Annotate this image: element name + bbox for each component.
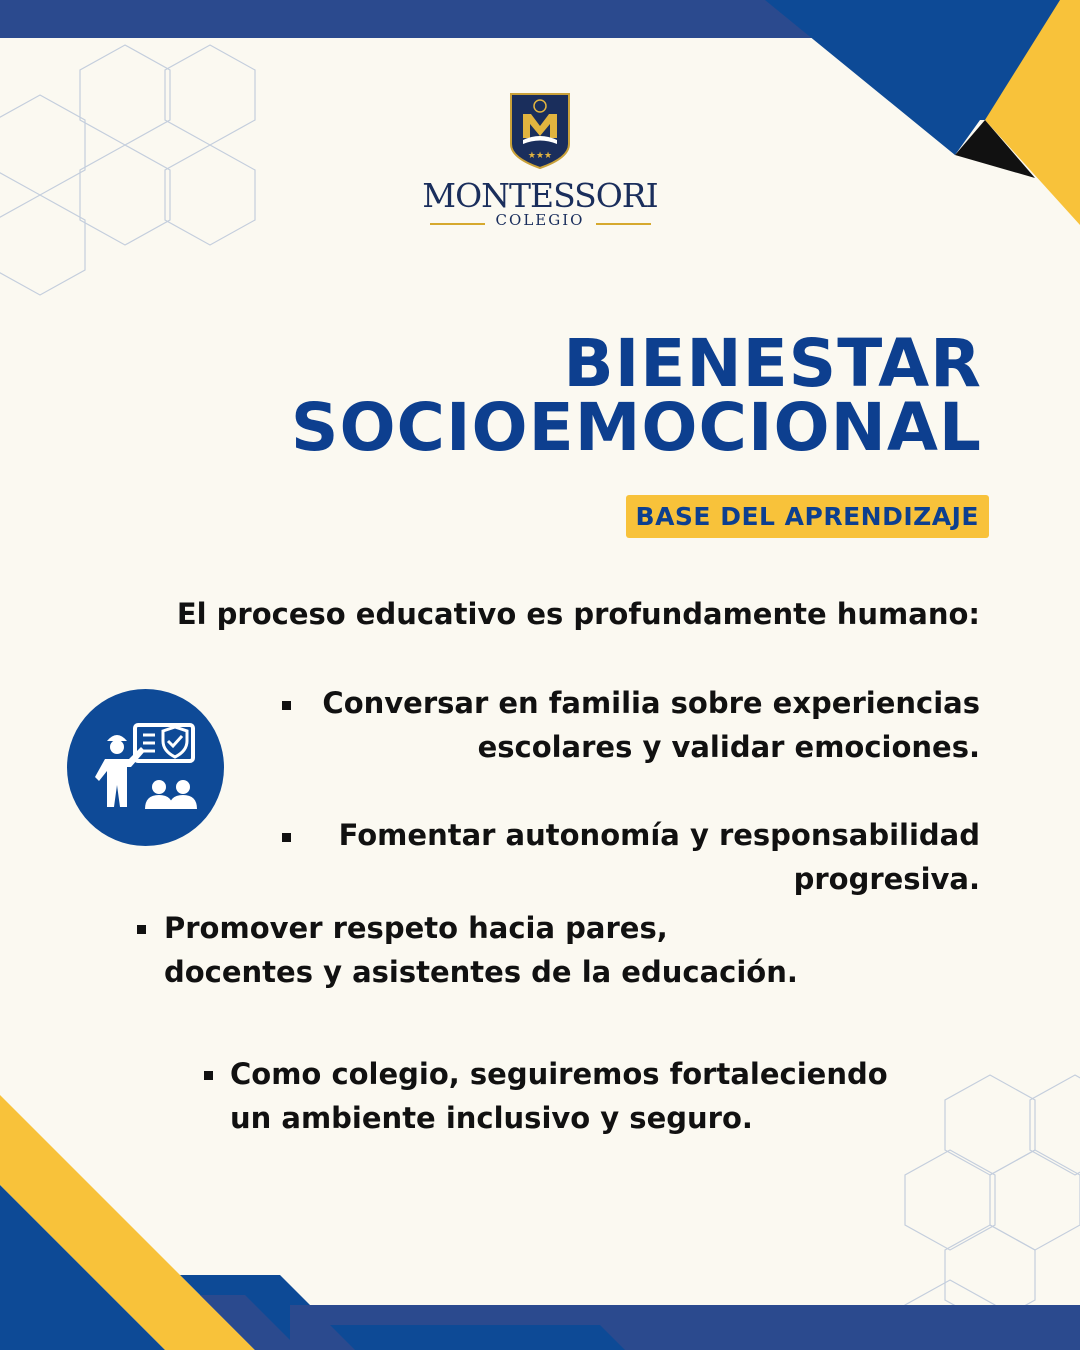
item-2-line-2: progresiva. — [793, 862, 980, 896]
item-3-line-1: Promover respeto hacia pares, — [164, 911, 668, 945]
intro-text: El proceso educativo es profundamente humano: — [176, 597, 980, 631]
brand-sub: COLEGIO — [495, 211, 585, 229]
bullet-marker — [204, 1071, 213, 1080]
item-2-line-1: Fomentar autonomía y responsabilidad — [338, 818, 980, 852]
item-1-line-2: escolares y validar emociones. — [477, 730, 980, 764]
bullet-marker — [282, 701, 291, 710]
school-crest-icon — [509, 92, 571, 170]
title-line-2: SOCIOEMOCIONAL — [290, 389, 982, 466]
svg-text:★★★: ★★★ — [527, 151, 553, 161]
item-1-line-1: Conversar en familia sobre experiencias — [322, 686, 980, 720]
subtitle-badge — [626, 495, 989, 538]
brand-name: MONTESSORI — [422, 176, 658, 215]
item-3-line-2: docentes y asistentes de la educación. — [164, 955, 798, 989]
item-4-line-2: un ambiente inclusivo y seguro. — [230, 1101, 753, 1135]
bullet-marker — [282, 833, 291, 842]
bullet-marker — [137, 925, 146, 934]
subtitle-text: BASE DEL APRENDIZAJE — [635, 502, 979, 531]
teacher-presentation-icon — [67, 689, 224, 846]
title-line-1: BIENESTAR — [563, 325, 982, 402]
item-4-line-1: Como colegio, seguiremos fortaleciendo — [230, 1057, 888, 1091]
